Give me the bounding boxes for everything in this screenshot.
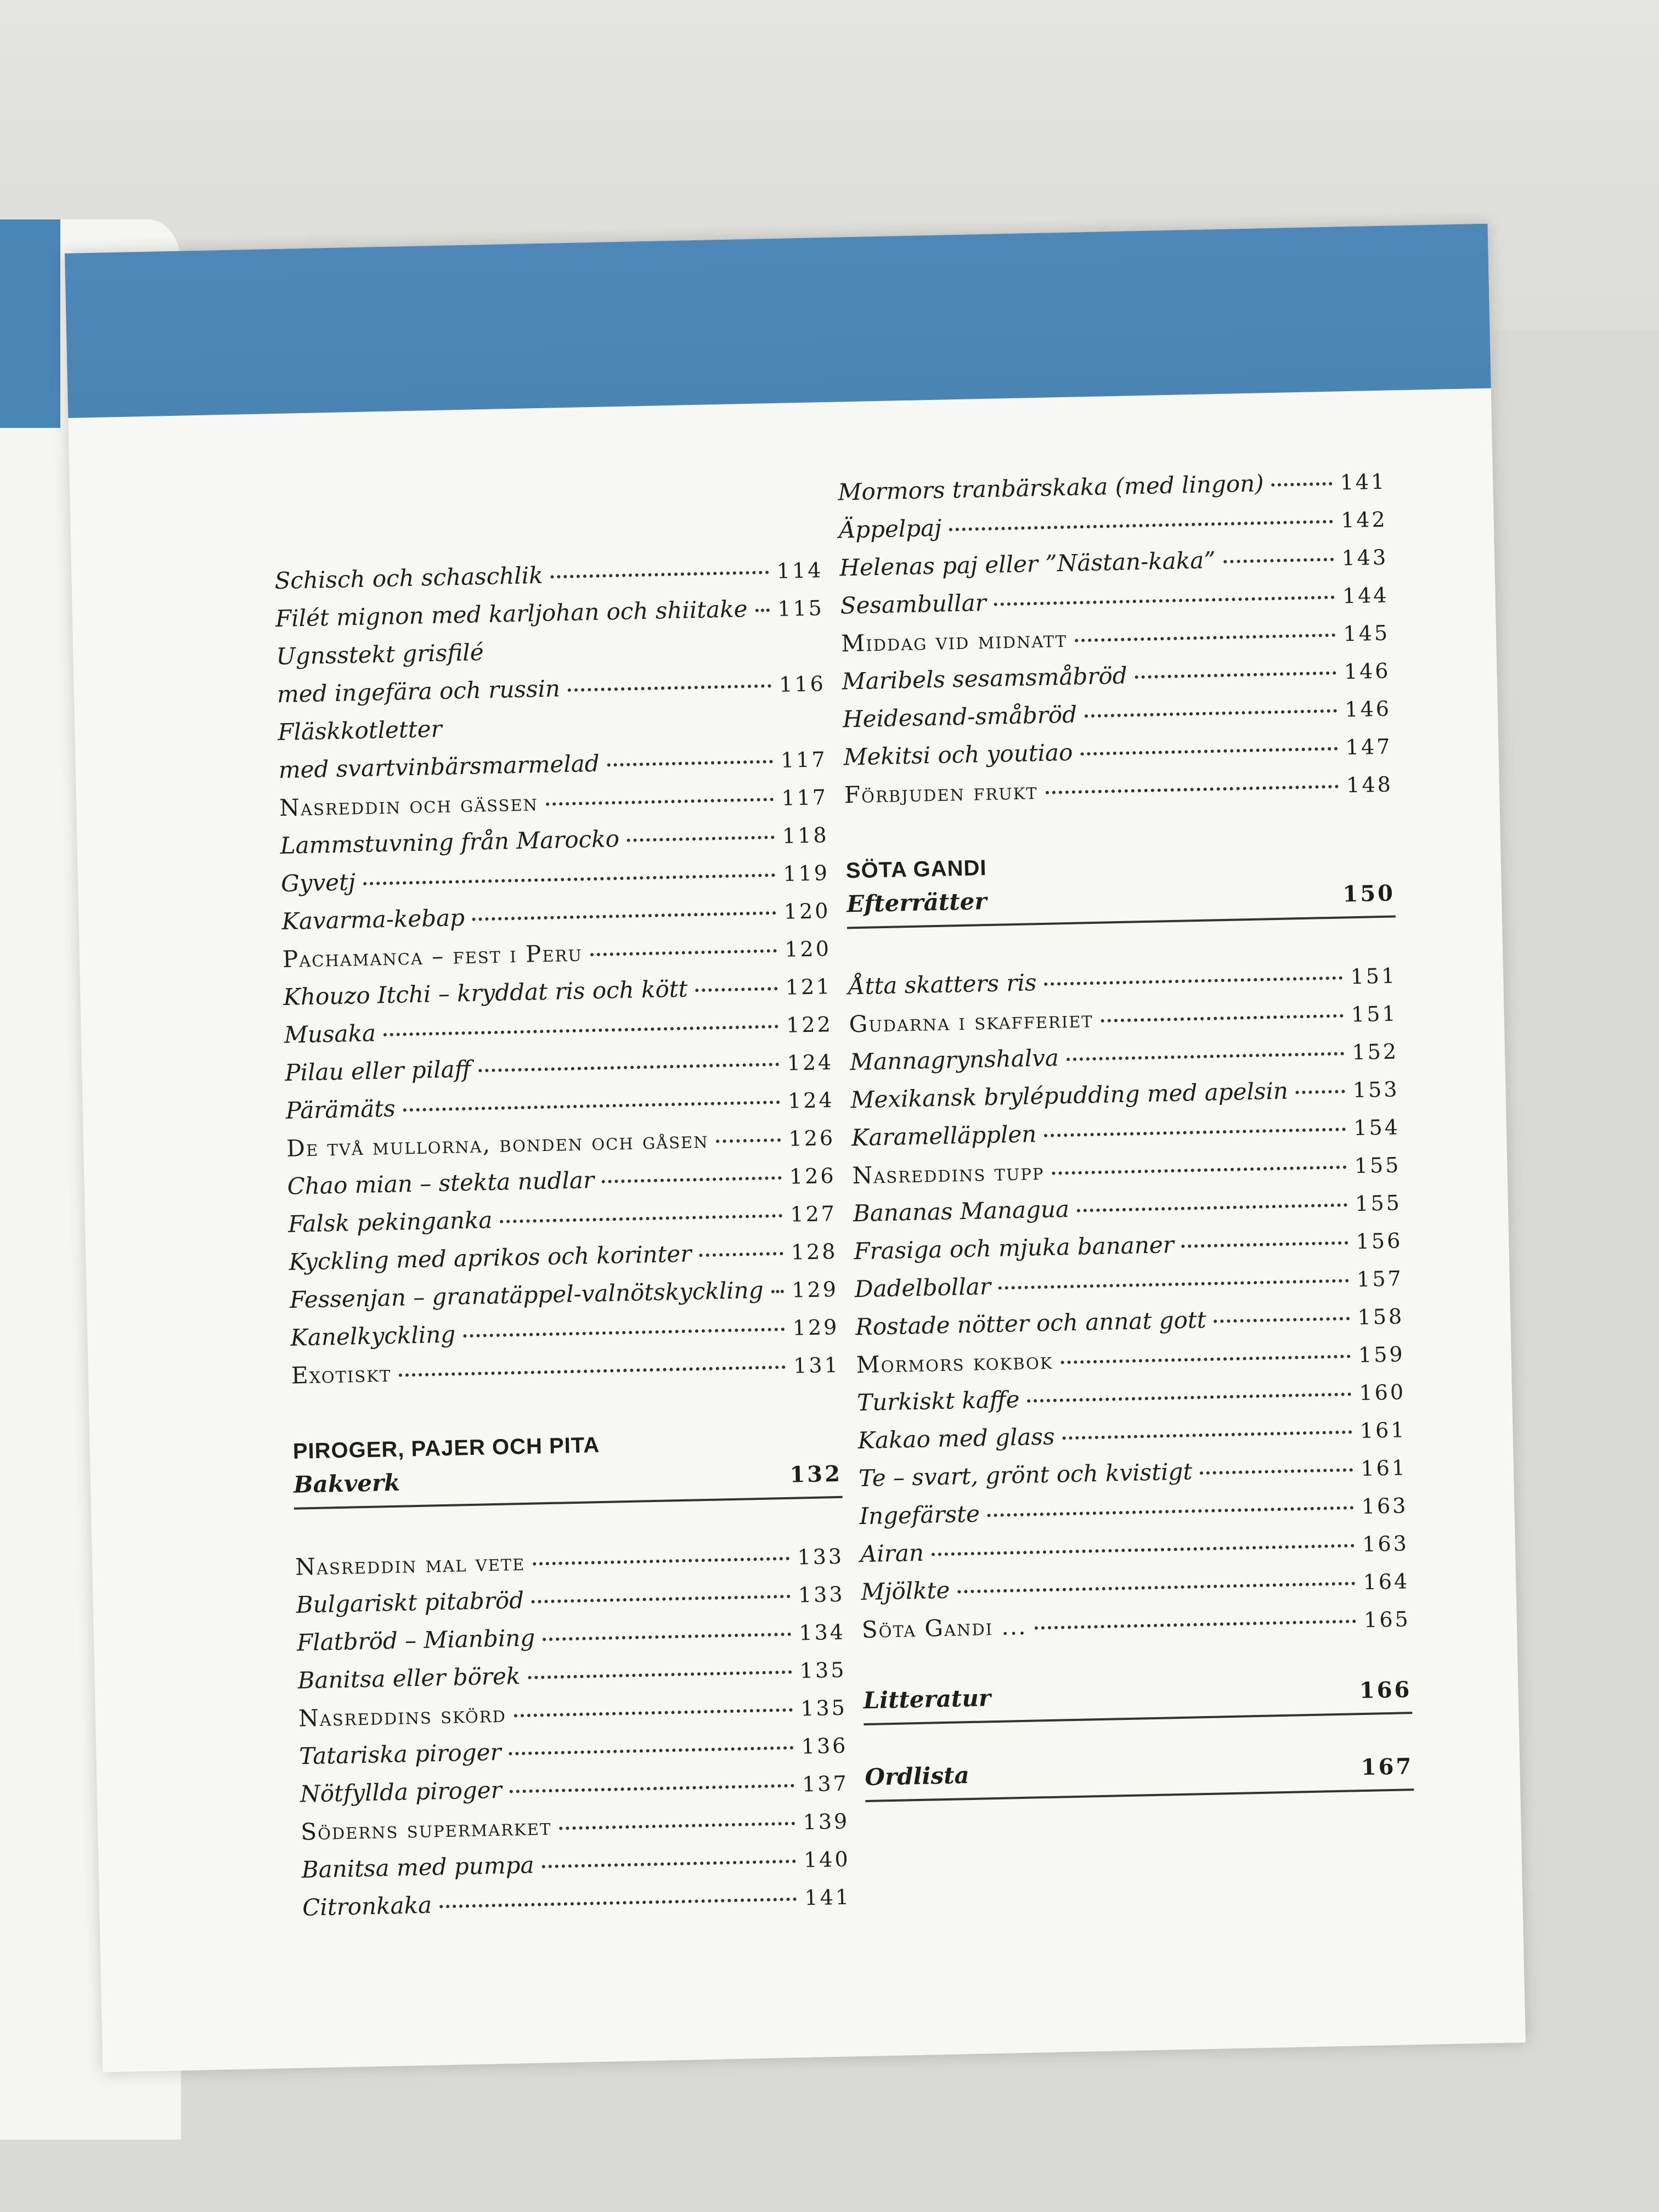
toc-entry-title: med svartvinbärsmarmelad bbox=[278, 749, 600, 784]
toc-entry-title: Åtta skatters ris bbox=[848, 969, 1037, 1000]
toc-entry-title: Citronkaka bbox=[302, 1891, 432, 1921]
dot-leader bbox=[1296, 1084, 1345, 1094]
toc-entry-page: 117 bbox=[781, 785, 828, 810]
toc-entry-title: Fessenjan – granatäppel-valnötskyckling bbox=[289, 1276, 764, 1313]
toc-entry-title: Mjölkte bbox=[860, 1576, 950, 1606]
toc-entry-page: 129 bbox=[792, 1314, 839, 1340]
toc-entry-page: 154 bbox=[1353, 1115, 1401, 1141]
toc-entry-title: Falsk pekinganka bbox=[287, 1206, 493, 1238]
section-subtitle: Bakverk bbox=[293, 1469, 400, 1498]
dot-leader bbox=[602, 1171, 782, 1183]
section-page: 132 bbox=[789, 1460, 843, 1488]
toc-entry-page: 126 bbox=[789, 1163, 836, 1189]
toc-entry-title: Mannagrynshalva bbox=[849, 1044, 1059, 1076]
toc-entry-title: Kyckling med aprikos och korinter bbox=[289, 1240, 692, 1276]
toc-entry-page: 140 bbox=[803, 1847, 851, 1872]
toc-entry-page: 157 bbox=[1356, 1266, 1404, 1292]
toc-section-piroger bbox=[292, 1421, 843, 1510]
dot-leader bbox=[1027, 1387, 1351, 1402]
dot-leader bbox=[716, 1133, 781, 1143]
toc-entry-title: Kavarma-kebap bbox=[281, 904, 465, 935]
toc-entry-page: 161 bbox=[1359, 1418, 1407, 1443]
toc-entry-title: Maribels sesamsmåbröd bbox=[842, 662, 1128, 695]
dot-leader bbox=[1214, 1311, 1350, 1323]
toc-entry-page: 163 bbox=[1361, 1493, 1408, 1519]
blue-header-band bbox=[65, 224, 1491, 418]
toc-entry-page: 156 bbox=[1356, 1228, 1403, 1254]
toc-entry-page: 143 bbox=[1341, 545, 1389, 571]
dot-leader bbox=[590, 944, 777, 956]
dot-leader bbox=[1060, 1349, 1351, 1364]
dot-leader bbox=[543, 1627, 792, 1641]
dot-leader bbox=[559, 1816, 795, 1830]
tail-page: 166 bbox=[1359, 1677, 1412, 1704]
toc-entry-page: 159 bbox=[1358, 1342, 1406, 1368]
toc-entry-page: 146 bbox=[1344, 696, 1392, 722]
toc-entry-title: Bulgariskt pitabröd bbox=[296, 1587, 524, 1618]
toc-entry-title: Musaka bbox=[284, 1019, 376, 1048]
toc-entry-page: 144 bbox=[1342, 583, 1390, 608]
toc-entry-page: 165 bbox=[1363, 1607, 1411, 1632]
dot-leader bbox=[528, 1665, 792, 1679]
toc-entry-page: 129 bbox=[791, 1277, 839, 1302]
toc-entry-page: 158 bbox=[1357, 1304, 1404, 1330]
dot-leader bbox=[1085, 704, 1338, 718]
toc-entry-title: Söderns supermarket bbox=[300, 1813, 552, 1846]
toc-entry-title: Nasreddins skörd bbox=[298, 1700, 507, 1732]
dot-leader bbox=[472, 906, 776, 921]
dot-leader bbox=[1200, 1463, 1353, 1475]
tail-title: Litteratur bbox=[863, 1684, 991, 1714]
dot-leader bbox=[1075, 628, 1336, 642]
dot-leader bbox=[550, 565, 769, 578]
toc-entry-page: 136 bbox=[801, 1733, 848, 1759]
toc-entry-page: 153 bbox=[1352, 1077, 1400, 1103]
toc-entry-page: 121 bbox=[785, 974, 832, 1000]
dot-leader bbox=[509, 1741, 794, 1756]
toc-left-column bbox=[274, 550, 851, 1926]
dot-leader bbox=[1182, 1235, 1348, 1248]
dot-leader bbox=[1135, 666, 1336, 679]
section-subtitle: Efterrätter bbox=[846, 888, 987, 918]
toc-entry-page: 152 bbox=[1352, 1039, 1399, 1065]
toc-entry-title: Ingefärste bbox=[859, 1500, 980, 1530]
toc-entry-title: Nötfyllda piroger bbox=[300, 1776, 503, 1808]
dot-leader bbox=[546, 792, 774, 806]
toc-entry-title: Äppelpaj bbox=[838, 514, 942, 544]
toc-entry-page: 145 bbox=[1343, 620, 1390, 646]
dot-leader bbox=[932, 1538, 1355, 1556]
toc-entry-title: Exotiskt bbox=[291, 1359, 392, 1389]
toc-entry-title: Tatariska piroger bbox=[298, 1738, 502, 1770]
dot-leader bbox=[1052, 1160, 1347, 1175]
toc-entry-title: Sesambullar bbox=[840, 589, 987, 619]
toc-entry-title: De två mullorna, bonden och gåsen bbox=[286, 1126, 709, 1162]
dot-leader bbox=[1044, 1122, 1346, 1137]
toc-entry-page: 160 bbox=[1359, 1380, 1406, 1406]
toc-entry-title: Chao mian – stekta nudlar bbox=[287, 1166, 595, 1200]
toc-entry-page: 155 bbox=[1354, 1153, 1401, 1178]
toc-entry-title: Middag vid midnatt bbox=[840, 625, 1068, 657]
section-page: 150 bbox=[1342, 880, 1396, 907]
toc-section-sota-gandi bbox=[845, 840, 1396, 929]
toc-entries-left bbox=[274, 550, 840, 1395]
toc-entry-title: Nasreddin och gässen bbox=[279, 789, 539, 822]
toc-entry-title: Helenas paj eller ”Nästan-kaka” bbox=[839, 546, 1216, 582]
section-title: SÖTA GANDI bbox=[845, 856, 987, 883]
toc-entry-page: 151 bbox=[1351, 1001, 1398, 1027]
dot-leader bbox=[363, 868, 776, 885]
toc-entry-page: 117 bbox=[780, 747, 828, 772]
toc-entry-page: 122 bbox=[786, 1012, 833, 1037]
dot-leader bbox=[994, 590, 1335, 606]
toc-entry-page: 124 bbox=[787, 1049, 834, 1075]
toc-entry-title: Rostade nötter och annat gott bbox=[855, 1306, 1207, 1341]
toc-entry-page: 126 bbox=[788, 1125, 836, 1151]
toc-entry-title: Kakao med glass bbox=[857, 1423, 1056, 1454]
book-page bbox=[65, 224, 1526, 2073]
toc-entry-page: 163 bbox=[1362, 1531, 1409, 1556]
dot-leader bbox=[1044, 971, 1342, 986]
toc-entry-title: Mormors tranbärskaka (med lingon) bbox=[837, 470, 1264, 506]
dot-leader bbox=[383, 1019, 779, 1036]
dot-leader bbox=[998, 1273, 1350, 1289]
toc-entry-page: 131 bbox=[793, 1352, 840, 1378]
toc-entries-left-2 bbox=[295, 1537, 851, 1927]
toc-entry-page: 135 bbox=[799, 1657, 847, 1683]
dot-leader bbox=[1062, 1425, 1352, 1440]
dot-leader bbox=[957, 1576, 1356, 1593]
dot-leader bbox=[695, 981, 778, 992]
tail-title: Ordlista bbox=[864, 1762, 970, 1791]
toc-entry-title: Fläskkotletter bbox=[277, 715, 443, 746]
toc-entry-page: 146 bbox=[1344, 658, 1391, 684]
toc-entry-title: Airan bbox=[860, 1539, 924, 1568]
toc-entry-title: Karamelläpplen bbox=[851, 1120, 1037, 1152]
toc-tail-litteratur bbox=[863, 1670, 1412, 1725]
toc-entry-title: Nasreddin mal vete bbox=[295, 1548, 526, 1581]
toc-entry-title: Söta Gandi ... bbox=[861, 1612, 1027, 1644]
toc-entry-page: 135 bbox=[800, 1695, 848, 1721]
toc-tail-ordlista bbox=[865, 1747, 1414, 1802]
toc-entry-title: Mexikansk brylépudding med apelsin bbox=[850, 1077, 1289, 1114]
toc-entry-title: Pachamanca – fest i Peru bbox=[282, 939, 583, 973]
toc-entry-title: Flatbröd – Mianbing bbox=[296, 1624, 535, 1656]
toc-entry-page: 139 bbox=[803, 1809, 850, 1835]
tail-page: 167 bbox=[1361, 1753, 1414, 1781]
toc-entry-page: 155 bbox=[1355, 1190, 1402, 1216]
toc-entry-title: Khouzo Itchi – kryddat ris och kött bbox=[283, 975, 688, 1011]
dot-leader bbox=[607, 754, 773, 766]
toc-entry-title: Schisch och schaschlik bbox=[274, 561, 544, 595]
toc-entry-page: 147 bbox=[1345, 734, 1392, 760]
dot-leader bbox=[1080, 742, 1338, 756]
dot-leader bbox=[403, 1095, 780, 1111]
toc-entry-page: 137 bbox=[802, 1771, 849, 1797]
toc-entry-page: 119 bbox=[782, 861, 830, 886]
toc-entry-title: Nasreddins tupp bbox=[852, 1158, 1045, 1189]
toc-entry-page: 148 bbox=[1346, 772, 1393, 798]
toc-entry-title: Dadelbollar bbox=[854, 1273, 991, 1303]
toc-entry-title: Te – svart, grönt och kvistigt bbox=[858, 1458, 1193, 1492]
dot-leader bbox=[568, 679, 772, 692]
left-page-blue-band bbox=[0, 219, 60, 428]
dot-leader bbox=[439, 1892, 797, 1909]
toc-entry-title: Gudarna i skafferiet bbox=[849, 1006, 1094, 1038]
dot-leader bbox=[755, 603, 770, 612]
toc-entry-title: Lammstuvning från Marocko bbox=[280, 825, 620, 860]
dot-leader bbox=[532, 1589, 791, 1604]
dot-leader bbox=[1034, 1614, 1356, 1629]
dot-leader bbox=[514, 1703, 793, 1718]
toc-entry-title: Gyvetj bbox=[280, 868, 356, 897]
toc-entries-right-2 bbox=[848, 956, 1411, 1649]
dot-leader bbox=[463, 1322, 785, 1338]
dot-leader bbox=[1223, 552, 1334, 563]
toc-entry-title: Banitsa eller börek bbox=[297, 1662, 521, 1694]
dot-leader bbox=[1101, 1008, 1344, 1022]
toc-entry-title: Heidesand-småbröd bbox=[842, 701, 1077, 733]
dot-leader bbox=[771, 1284, 784, 1293]
toc-entry-title: Pärämäts bbox=[285, 1094, 396, 1124]
toc-entry-page: 114 bbox=[776, 558, 823, 583]
toc-entry-page: 151 bbox=[1350, 963, 1397, 989]
toc-entry-page: 120 bbox=[784, 936, 832, 962]
toc-entry-page: 128 bbox=[791, 1239, 838, 1265]
dot-leader bbox=[1077, 1198, 1348, 1212]
toc-entry-title: Kanelkyckling bbox=[290, 1321, 456, 1351]
dot-leader bbox=[949, 515, 1333, 532]
dot-leader bbox=[1045, 780, 1339, 794]
toc-entry-page: 120 bbox=[783, 899, 831, 924]
toc-entry-page: 127 bbox=[789, 1201, 837, 1227]
toc-entry-title: Frasiga och mjuka bananer bbox=[853, 1231, 1175, 1265]
dot-leader bbox=[500, 1209, 782, 1223]
toc-entry-title: Pilau eller pilaff bbox=[284, 1055, 471, 1086]
dot-leader bbox=[627, 830, 775, 842]
toc-right-column bbox=[838, 462, 1414, 1802]
toc-entry-page: 116 bbox=[778, 672, 826, 697]
dot-leader bbox=[399, 1360, 786, 1377]
toc-entry-page: 133 bbox=[798, 1582, 845, 1607]
toc-entry-page: 164 bbox=[1363, 1569, 1410, 1594]
toc-entry-page: 115 bbox=[777, 596, 825, 621]
dot-leader bbox=[699, 1246, 783, 1257]
toc-entries-right bbox=[838, 462, 1393, 814]
toc-entry-title: Filét mignon med karljohan och shiitake bbox=[275, 595, 748, 633]
toc-entry-page: 161 bbox=[1360, 1455, 1408, 1481]
toc-entry-page: 141 bbox=[804, 1884, 851, 1910]
dot-leader bbox=[541, 1854, 796, 1869]
toc-entry-title: Banitsa med pumpa bbox=[301, 1851, 535, 1883]
section-title: PIROGER, PAJER OCH PITA bbox=[292, 1433, 600, 1464]
toc-entry-title: med ingefära och russin bbox=[276, 675, 561, 708]
dot-leader bbox=[1271, 477, 1333, 487]
toc-entry-page: 142 bbox=[1340, 507, 1388, 533]
dot-leader bbox=[533, 1551, 790, 1566]
toc-entry-page: 124 bbox=[787, 1087, 835, 1113]
toc-entry-page: 141 bbox=[1340, 469, 1387, 495]
toc-entry-title: Turkiskt kaffe bbox=[856, 1386, 1020, 1417]
toc-entry-page: 134 bbox=[798, 1620, 846, 1645]
toc-entry-title: Mormors kokbok bbox=[856, 1347, 1053, 1379]
toc-entry-page: 118 bbox=[782, 823, 829, 848]
toc-entry-title: Bananas Managua bbox=[853, 1195, 1070, 1227]
toc-entry-title: Mekitsi och youtiao bbox=[843, 738, 1073, 771]
toc-entry-page: 133 bbox=[797, 1544, 844, 1570]
dot-leader bbox=[1066, 1046, 1345, 1061]
toc-entry-title: Ugnsstekt grisfilé bbox=[275, 639, 484, 670]
dot-leader bbox=[988, 1500, 1354, 1517]
toc-entry-title: Förbjuden frukt bbox=[844, 777, 1039, 809]
dot-leader bbox=[509, 1779, 794, 1793]
dot-leader bbox=[478, 1057, 780, 1072]
